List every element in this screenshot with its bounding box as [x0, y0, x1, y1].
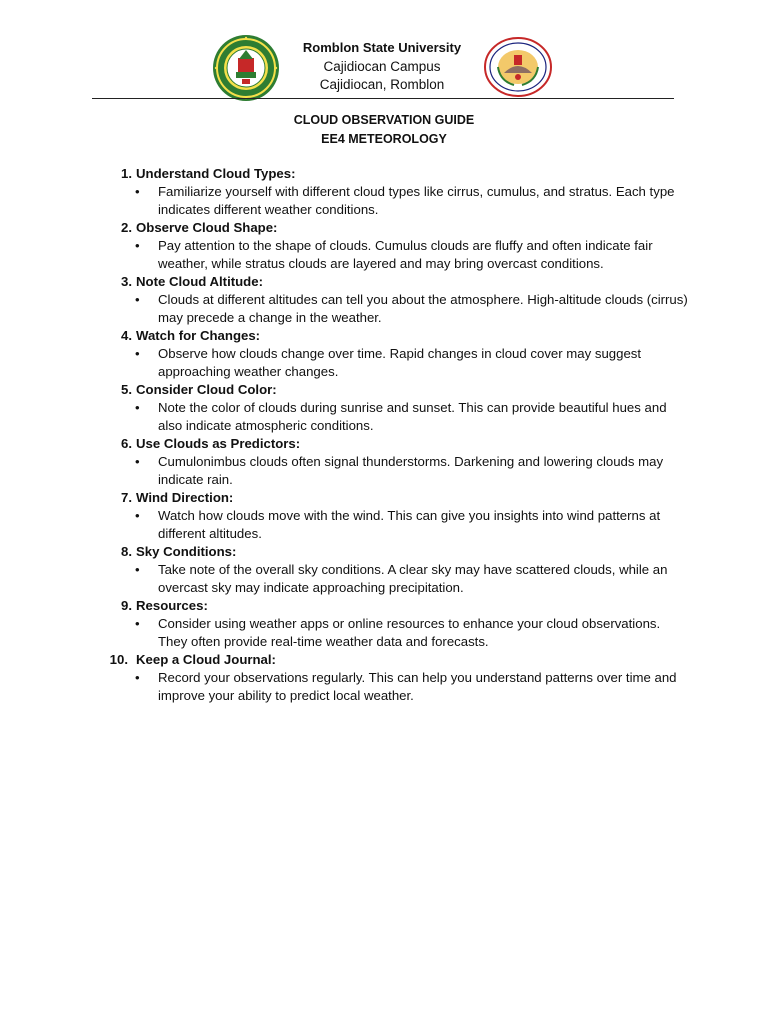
list-item	[110, 273, 690, 327]
item-title: Resources:	[136, 598, 208, 613]
item-heading	[110, 381, 690, 399]
item-bullet	[110, 237, 690, 273]
item-text: Clouds at different altitudes can tell you about the atmosphere. High-altitude clouds (cirrus) may precede a change in the weather.	[158, 292, 688, 325]
bullet-dot-icon: •	[135, 670, 140, 685]
item-title: Watch for Changes:	[136, 328, 261, 343]
item-title: Understand Cloud Types:	[136, 166, 296, 181]
campus-location: Cajidiocan, Romblon	[319, 77, 445, 92]
item-text: Note the color of clouds during sunrise and sunset. This can provide beautiful hues and also indicate atmospheric conditions.	[158, 400, 667, 433]
item-title: Keep a Cloud Journal:	[136, 652, 276, 667]
item-heading	[110, 489, 690, 507]
item-number: 5.	[121, 382, 132, 397]
list-item	[110, 651, 690, 705]
item-number: 3.	[121, 274, 132, 289]
bullet-dot-icon: •	[135, 508, 140, 523]
item-number: 10.	[109, 652, 128, 667]
item-heading	[110, 435, 690, 453]
campus-name: Cajidiocan Campus	[323, 58, 441, 74]
list-item	[110, 327, 690, 381]
item-title: Sky Conditions:	[136, 544, 237, 559]
university-name: Romblon State University	[302, 40, 462, 55]
item-bullet	[110, 615, 690, 651]
bullet-dot-icon: •	[135, 454, 140, 469]
list-item	[110, 597, 690, 651]
list-item	[110, 435, 690, 489]
item-bullet	[110, 345, 690, 381]
item-title: Use Clouds as Predictors:	[136, 436, 301, 451]
item-text: Take note of the overall sky conditions. A clear sky may have scattered clouds, while an overcast sky may indicate approaching precipitation.	[158, 562, 668, 595]
item-text: Watch how clouds move with the wind. This can give you insights into wind patterns at different altitudes.	[158, 508, 661, 541]
item-bullet	[110, 561, 690, 597]
item-text: Familiarize yourself with different cloud types like cirrus, cumulus, and stratus. Each type indicates different weather conditions.	[158, 184, 675, 217]
item-bullet	[110, 183, 690, 219]
item-heading	[110, 219, 690, 237]
bullet-dot-icon: •	[135, 616, 140, 631]
list-item	[110, 165, 690, 219]
campus-seal-icon	[484, 37, 552, 97]
item-bullet	[110, 507, 690, 543]
item-bullet	[110, 669, 690, 705]
bullet-dot-icon: •	[135, 292, 140, 307]
university-seal-icon	[212, 34, 280, 102]
item-text: Record your observations regularly. This can help you understand patterns over time and improve your ability to predict local weather.	[158, 670, 677, 703]
list-item	[110, 543, 690, 597]
item-number: 6.	[121, 436, 132, 451]
item-heading	[110, 651, 690, 669]
institution-block	[282, 39, 482, 95]
item-title: Note Cloud Altitude:	[136, 274, 263, 289]
bullet-dot-icon: •	[135, 562, 140, 577]
item-text: Cumulonimbus clouds often signal thunderstorms. Darkening and lowering clouds may indicate rain.	[158, 454, 664, 487]
document-title	[0, 111, 768, 148]
item-title: Observe Cloud Shape:	[136, 220, 278, 235]
item-number: 7.	[121, 490, 132, 505]
item-number: 1.	[121, 166, 132, 181]
item-text: Pay attention to the shape of clouds. Cumulus clouds are fluffy and often indicate fair weather, while stratus clouds are layered and may bring overcast conditions.	[158, 238, 653, 271]
letterhead	[0, 0, 768, 100]
item-number: 9.	[121, 598, 132, 613]
item-title: Wind Direction:	[136, 490, 234, 505]
item-bullet	[110, 453, 690, 489]
item-number: 8.	[121, 544, 132, 559]
bullet-dot-icon: •	[135, 184, 140, 199]
item-heading	[110, 327, 690, 345]
item-text: Observe how clouds change over time. Rapid changes in cloud cover may suggest approaching weather changes.	[158, 346, 642, 379]
header-divider	[92, 98, 674, 99]
title-line-1: CLOUD OBSERVATION GUIDE	[293, 113, 475, 127]
bullet-dot-icon: •	[135, 238, 140, 253]
item-bullet	[110, 291, 690, 327]
item-number: 2.	[121, 220, 132, 235]
bullet-dot-icon: •	[135, 400, 140, 415]
item-title: Consider Cloud Color:	[136, 382, 277, 397]
item-text: Consider using weather apps or online resources to enhance your cloud observations. They often provide real-time weather data and forecasts.	[158, 616, 661, 649]
item-number: 4.	[121, 328, 132, 343]
title-line-2: EE4 METEOROLOGY	[321, 131, 447, 146]
list-item	[110, 489, 690, 543]
guide-list	[110, 165, 690, 705]
item-heading	[110, 597, 690, 615]
list-item	[110, 219, 690, 273]
bullet-dot-icon: •	[135, 346, 140, 361]
item-bullet	[110, 399, 690, 435]
item-heading	[110, 165, 690, 183]
item-heading	[110, 543, 690, 561]
list-item	[110, 381, 690, 435]
item-heading	[110, 273, 690, 291]
